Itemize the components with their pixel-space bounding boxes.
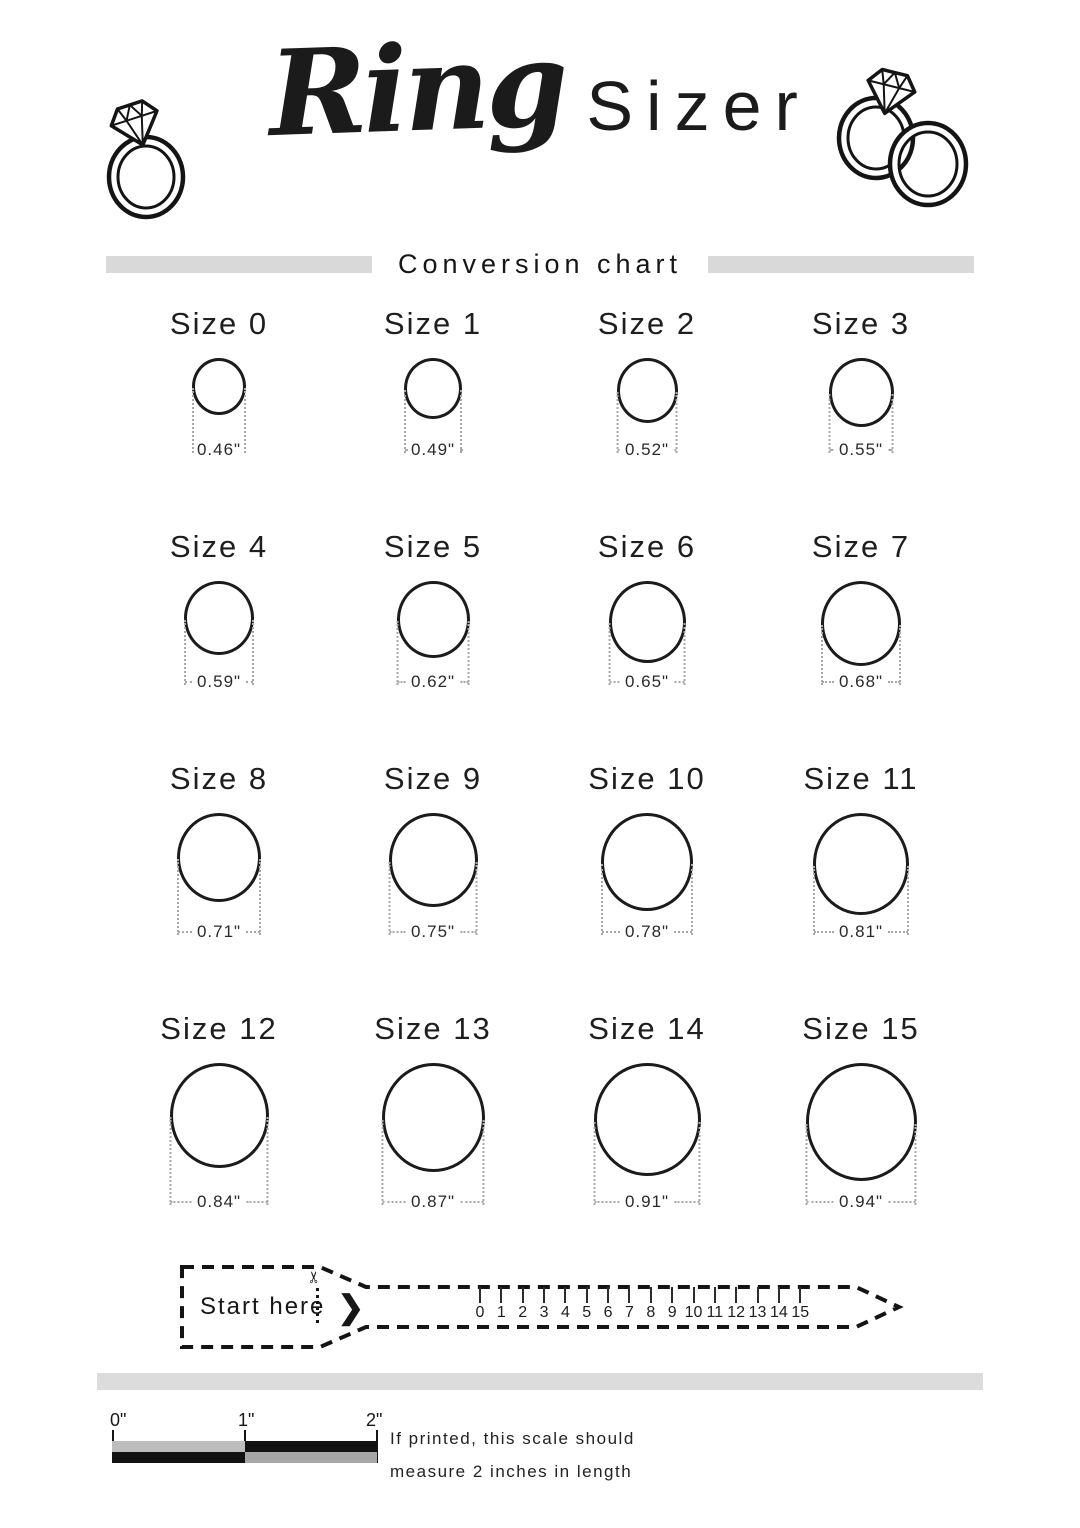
- size-cell: [754, 306, 968, 459]
- scale-segment: [112, 1441, 245, 1452]
- diameter-label: 0.75": [390, 922, 477, 942]
- size-cell: [540, 761, 754, 941]
- size-title: Size 14: [588, 1011, 706, 1046]
- tick-line: [628, 1287, 630, 1303]
- tick-line: [693, 1287, 695, 1303]
- diameter-label: 0.78": [602, 922, 692, 942]
- tick-line: [564, 1287, 566, 1303]
- subtitle-right-bar: [708, 256, 974, 273]
- tick-number: 7: [624, 1304, 634, 1321]
- ring-size-figure: [112, 1063, 326, 1211]
- diameter-label: 0.94": [807, 1192, 916, 1212]
- ring-size-figure: [754, 581, 968, 691]
- tick-line: [757, 1287, 759, 1303]
- ring-size-figure: [540, 358, 754, 459]
- scale-segment: [245, 1441, 378, 1452]
- scissors-icon: ✂: [306, 1270, 324, 1284]
- size-title: Size 9: [383, 761, 483, 796]
- diameter-dimension-lines: [382, 1120, 485, 1211]
- tick-number: 6: [603, 1304, 613, 1321]
- size-cell: [112, 761, 326, 941]
- tick-line: [778, 1287, 780, 1303]
- title-sans-word: Sizer: [586, 67, 811, 145]
- diameter-dimension-lines: [806, 1124, 917, 1211]
- tick-line: [500, 1287, 502, 1303]
- diameter-dimension-lines: [397, 621, 470, 691]
- tick-number: 5: [582, 1304, 592, 1321]
- tick-number: 9: [667, 1304, 677, 1321]
- print-scale-section: [0, 1410, 1080, 1490]
- size-title: Size 12: [160, 1011, 278, 1046]
- scale-note-line2: measure 2 inches in length: [390, 1462, 633, 1482]
- scale-bar: [112, 1441, 377, 1463]
- subtitle-left-bar: [106, 256, 372, 273]
- size-title: Size 1: [383, 306, 483, 341]
- tick-number: 13: [748, 1304, 767, 1321]
- subtitle-row: [106, 249, 974, 280]
- size-cell: [754, 529, 968, 691]
- ruler-tick-15: [788, 1287, 812, 1322]
- diameter-dimension-lines: [617, 392, 678, 459]
- tick-number: 3: [539, 1304, 549, 1321]
- size-cell: [540, 1011, 754, 1211]
- ring-size-figure: [326, 1063, 540, 1211]
- diameter-label: 0.52": [618, 440, 677, 460]
- scale-label-2: 2": [366, 1410, 383, 1430]
- header: [0, 0, 1080, 235]
- size-cell: [326, 529, 540, 691]
- tick-number: 12: [727, 1304, 746, 1321]
- ring-size-figure: [540, 581, 754, 691]
- size-cell: [754, 1011, 968, 1211]
- scale-bar-bottom-row: [112, 1452, 377, 1463]
- diameter-dimension-lines: [177, 859, 261, 941]
- ring-size-figure: [754, 813, 968, 941]
- start-here-text: Start here: [200, 1293, 326, 1320]
- cut-line: [316, 1288, 319, 1323]
- size-title: Size 0: [169, 306, 269, 341]
- size-title: Size 11: [803, 761, 919, 796]
- diameter-dimension-lines: [829, 394, 894, 459]
- tick-line: [607, 1287, 609, 1303]
- sizes-grid: [0, 306, 1080, 1211]
- size-title: Size 10: [588, 761, 706, 796]
- title-script-word: Ring: [266, 13, 567, 164]
- diameter-dimension-lines: [170, 1117, 269, 1211]
- diameter-label: 0.59": [185, 672, 253, 692]
- scale-label-0: 0": [110, 1410, 127, 1430]
- tick-number: 14: [769, 1304, 788, 1321]
- tick-line: [799, 1287, 801, 1303]
- ring-size-figure: [112, 813, 326, 941]
- tick-line: [543, 1287, 545, 1303]
- diameter-label: 0.65": [610, 672, 685, 692]
- size-cell: [326, 761, 540, 941]
- diameter-label: 0.71": [178, 922, 260, 942]
- scale-segment: [245, 1452, 378, 1463]
- diameter-label: 0.46": [193, 440, 245, 460]
- size-title: Size 4: [169, 529, 269, 564]
- tick-line: [735, 1287, 737, 1303]
- size-title: Size 8: [169, 761, 269, 796]
- size-title: Size 15: [802, 1011, 920, 1046]
- diameter-label: 0.87": [383, 1192, 484, 1212]
- start-here-label: [200, 1291, 366, 1323]
- diameter-dimension-lines: [594, 1122, 701, 1211]
- scale-segment: [112, 1452, 245, 1463]
- ring-size-figure: [112, 358, 326, 459]
- size-title: Size 13: [374, 1011, 492, 1046]
- diameter-dimension-lines: [609, 623, 686, 691]
- size-cell: [754, 761, 968, 941]
- size-cell: [112, 1011, 326, 1211]
- scale-note-line1: If printed, this scale should: [390, 1429, 635, 1448]
- scale-bar-top-row: [112, 1441, 377, 1452]
- ring-size-figure: [754, 358, 968, 459]
- scale-label-1: 1": [238, 1410, 255, 1430]
- size-cell: [540, 529, 754, 691]
- scale-note: [390, 1422, 635, 1488]
- diameter-label: 0.55": [830, 440, 893, 460]
- tick-number: 10: [684, 1304, 703, 1321]
- interlocked-rings-icon: [828, 58, 970, 208]
- ring-size-figure: [754, 1063, 968, 1211]
- size-cell: [326, 306, 540, 459]
- tick-line: [650, 1287, 652, 1303]
- diameter-label: 0.81": [814, 922, 908, 942]
- tick-line: [714, 1287, 716, 1303]
- tick-number: 0: [475, 1304, 485, 1321]
- ring-size-figure: [112, 581, 326, 691]
- tick-number: 1: [496, 1304, 506, 1321]
- ring-size-figure: [326, 358, 540, 459]
- diameter-dimension-lines: [192, 388, 246, 459]
- diameter-dimension-lines: [601, 864, 693, 941]
- size-cell: [112, 306, 326, 459]
- tick-number: 4: [560, 1304, 570, 1321]
- tick-line: [671, 1287, 673, 1303]
- diameter-label: 0.62": [398, 672, 469, 692]
- tick-number: 15: [791, 1304, 810, 1321]
- size-cell: [540, 306, 754, 459]
- tick-line: [586, 1287, 588, 1303]
- diameter-label: 0.49": [405, 440, 461, 460]
- size-title: Size 3: [811, 306, 911, 341]
- size-title: Size 7: [811, 529, 911, 564]
- ring-size-figure: [540, 1063, 754, 1211]
- diameter-label: 0.84": [171, 1192, 268, 1212]
- ring-size-figure: [540, 813, 754, 941]
- size-title: Size 2: [597, 306, 697, 341]
- diameter-dimension-lines: [813, 866, 909, 941]
- diameter-dimension-lines: [404, 390, 462, 459]
- ring-size-figure: [326, 581, 540, 691]
- diameter-dimension-lines: [184, 620, 254, 691]
- tick-line: [522, 1287, 524, 1303]
- size-cell: [112, 529, 326, 691]
- tick-number: 2: [518, 1304, 528, 1321]
- tick-line: [479, 1287, 481, 1303]
- ring-size-figure: [326, 813, 540, 941]
- size-cell: [326, 1011, 540, 1211]
- tick-number: 8: [646, 1304, 656, 1321]
- divider-bar: [97, 1373, 983, 1390]
- ring-sizer-cutout-tool: [180, 1265, 906, 1349]
- diameter-dimension-lines: [389, 862, 478, 941]
- size-title: Size 5: [383, 529, 483, 564]
- chevron-right-icon: ❯: [337, 1289, 367, 1325]
- size-title: Size 6: [597, 529, 697, 564]
- diameter-label: 0.68": [822, 672, 900, 692]
- diameter-dimension-lines: [821, 625, 901, 691]
- tick-number: 11: [706, 1304, 724, 1321]
- diameter-label: 0.91": [595, 1192, 700, 1212]
- subtitle-text: Conversion chart: [397, 249, 683, 279]
